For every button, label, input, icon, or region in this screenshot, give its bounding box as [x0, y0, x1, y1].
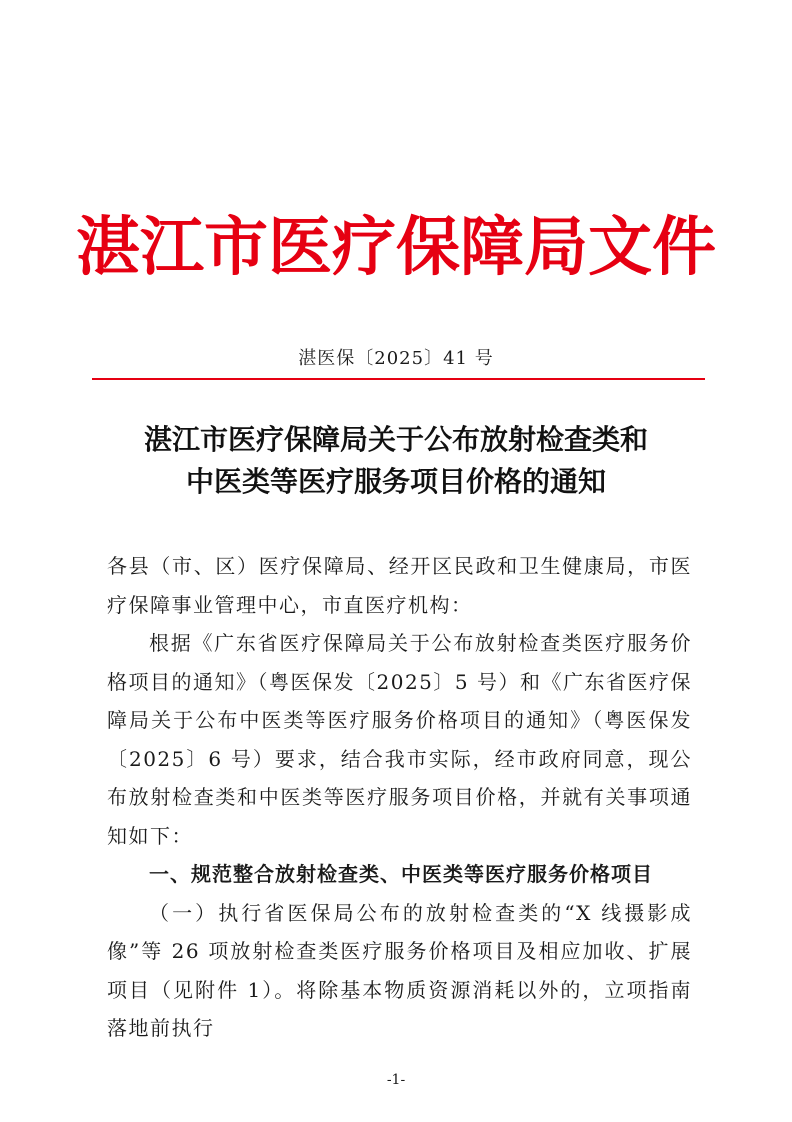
document-body — [107, 547, 692, 1048]
red-divider-line — [92, 378, 705, 380]
section-1-item-1-paragraph: （一）执行省医保局公布的放射检查类的“X 线摄影成像”等 26 项放射检查类医疗服务价格项目及相应加收、扩展项目（见附件 1）。将除基本物质资源消耗以外的，立项指南落地前执行 — [107, 900, 692, 1040]
page-number: -1- — [386, 1072, 406, 1088]
document-number: 湛医保〔2025〕41 号 — [298, 348, 494, 369]
notice-title-line-2: 中医类等医疗服务项目价格的通知 — [185, 465, 606, 498]
salutation-paragraph: 各县（市、区）医疗保障局、经开区民政和卫生健康局，市医疗保障事业管理中心，市直医疗机构： — [107, 554, 692, 617]
section-1-heading: 一、规范整合放射检查类、中医类等医疗服务价格项目 — [149, 862, 653, 886]
agency-document-title: 湛江市医疗保障局文件 — [76, 210, 716, 285]
notice-title-line-1: 湛江市医疗保障局关于公布放射检查类和 — [143, 423, 648, 456]
intro-paragraph: 根据《广东省医疗保障局关于公布放射检查类医疗服务价格项目的通知》（粤医保发〔2025〕5 号）和《广东省医疗保障局关于公布中医类等医疗服务价格项目的通知》（粤医保发〔2025〕6 号）要求，结合我市实际，经市政府同意，现公布放射检查类和中医类等医疗服务项目价格，并就有关事项通知如下： — [107, 631, 692, 848]
